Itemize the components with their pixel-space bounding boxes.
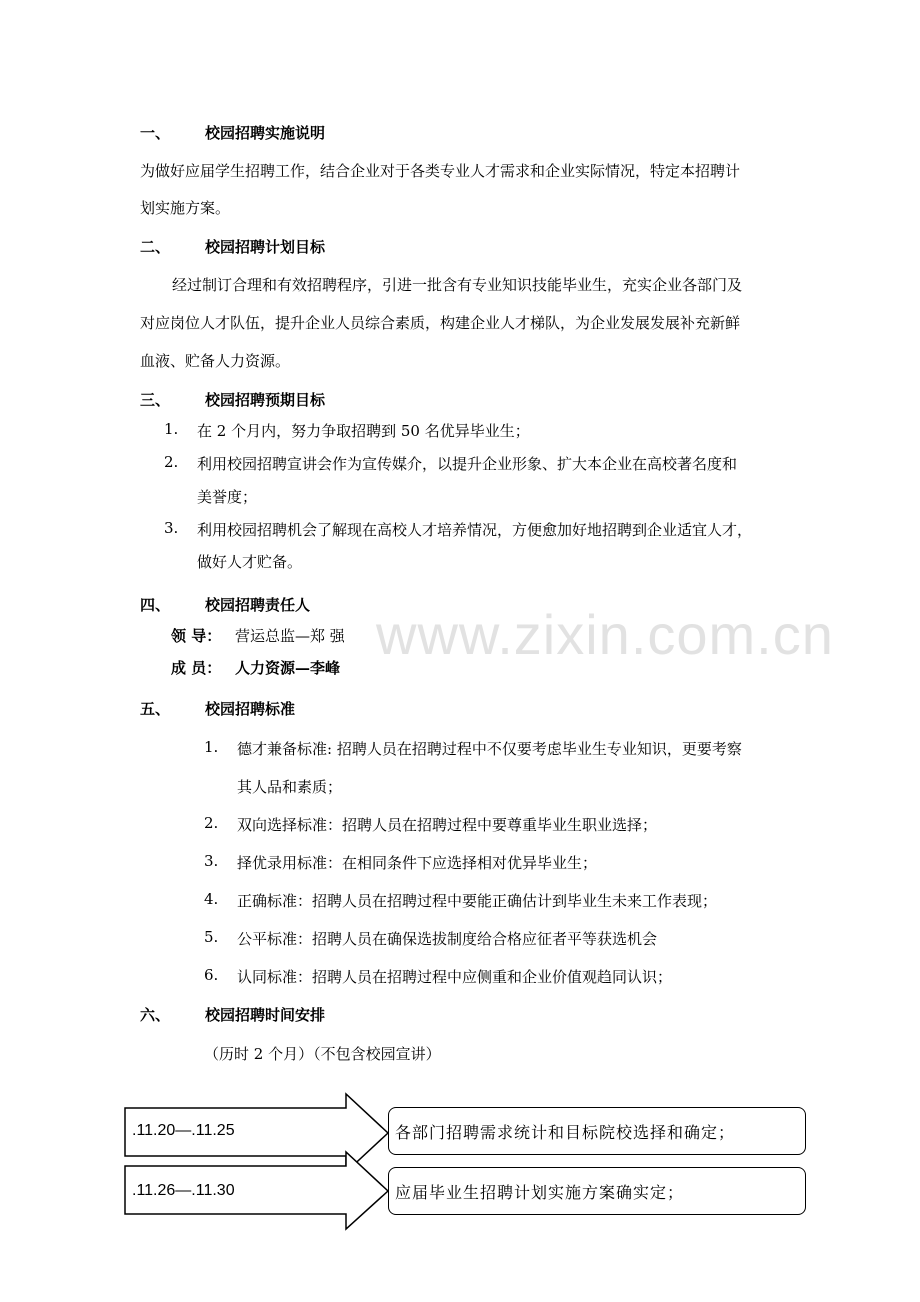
section-5-title: 校园招聘标准 [205,700,296,718]
flow-1-task-box [388,1107,806,1155]
section-1-line-2: 划实施方案。 [140,199,231,217]
standard-3-line-1: 择优录用标准：在相同条件下应选择相对优异毕业生； [237,854,598,872]
standard-6-line-1: 认同标准：招聘人员在招聘过程中应侧重和企业价值观趋同认识； [237,968,673,986]
flow-1-date: .11.20—.11.25 [132,1122,235,1139]
standard-5-line-1: 公平标准：招聘人员在确保选拔制度给合格应征者平等获选机会 [237,930,658,948]
standard-6-number: 6. [204,966,219,984]
section-1-title: 校园招聘实施说明 [205,124,326,142]
standard-3-number: 3. [204,852,219,870]
standard-4-line-1: 正确标准：招聘人员在招聘过程中要能正确估计到毕业生未来工作表现； [237,892,718,910]
flow-2-task-box [388,1167,806,1215]
standard-1-line-2: 其人品和素质； [237,778,343,796]
section-2-line-3: 血液、贮备人力资源。 [140,352,291,370]
goal-3-number: 3. [164,519,179,537]
section-6-number: 六、 [140,1006,171,1024]
flow-1-task: 各部门招聘需求统计和目标院校选择和确定； [395,1122,736,1142]
leader-value: 营运总监—郑 强 [235,627,345,645]
section-1-number: 一、 [140,124,171,142]
section-4-number: 四、 [140,596,171,614]
standard-4-number: 4. [204,890,219,908]
goal-1-number: 1. [164,420,179,438]
standard-1-number: 1. [204,738,219,756]
standard-5-number: 5. [204,928,219,946]
member-label: 成 员： [171,659,222,677]
section-3-number: 三、 [140,391,171,409]
section-3-title: 校园招聘预期目标 [205,391,326,409]
flow-2-date: .11.26—.11.30 [132,1182,235,1199]
member-value: 人力资源—李峰 [235,659,341,677]
flow-2-task: 应届毕业生招聘计划实施方案确实定； [395,1182,685,1202]
section-6-title: 校园招聘时间安排 [205,1006,326,1024]
section-2-line-2: 对应岗位人才队伍，提升企业人员综合素质，构建企业人才梯队，为企业发展发展补充新鲜 [140,314,741,332]
goal-3-line-2: 做好人才贮备。 [197,553,303,571]
section-2-line-1: 经过制订合理和有效招聘程序，引进一批含有专业知识技能毕业生，充实企业各部门及 [172,276,743,294]
section-2-number: 二、 [140,238,171,256]
standard-2-number: 2. [204,814,219,832]
goal-1-line-1: 在 2 个月内，努力争取招聘到 50 名优异毕业生； [197,422,530,440]
goal-2-number: 2. [164,453,179,471]
section-4-title: 校园招聘责任人 [205,596,311,614]
goal-2-line-1: 利用校园招聘宣讲会作为宣传媒介，以提升企业形象、扩大本企业在高校著名度和 [197,455,738,473]
section-5-number: 五、 [140,700,171,718]
section-1-line-1: 为做好应届学生招聘工作，结合企业对于各类专业人才需求和企业实际情况，特定本招聘计 [140,162,741,180]
section-2-title: 校园招聘计划目标 [205,238,326,256]
goal-2-line-2: 美誉度； [197,488,258,506]
watermark: www.zixin.com.cn [376,603,834,666]
leader-label: 领 导： [171,627,222,645]
standard-2-line-1: 双向选择标准：招聘人员在招聘过程中要尊重毕业生职业选择； [237,816,658,834]
standard-1-line-1: 德才兼备标准: 招聘人员在招聘过程中不仅要考虑毕业生专业知识，更要考察 [237,740,742,758]
schedule-note: （历时 2 个月）（不包含校园宣讲） [204,1045,441,1063]
goal-3-line-1: 利用校园招聘机会了解现在高校人才培养情况，方便愈加好地招聘到企业适宜人才， [197,521,753,539]
